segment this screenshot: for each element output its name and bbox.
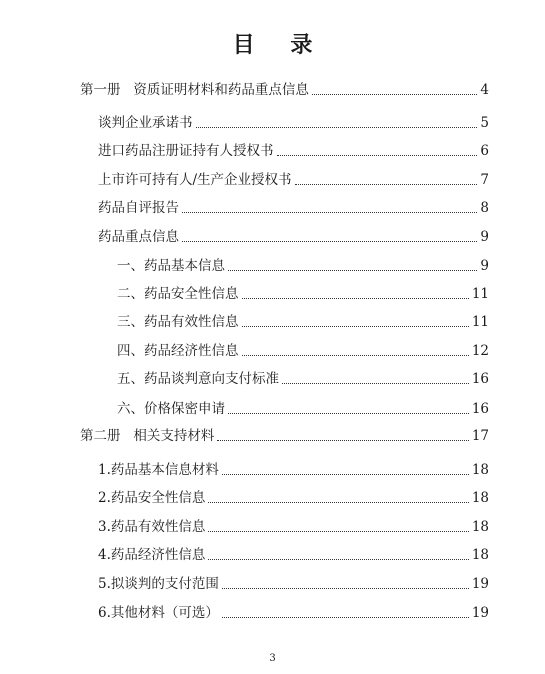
toc-entry-page: 19 — [471, 605, 489, 621]
dot-leader — [222, 474, 469, 475]
toc-entry-label: 六、价格保密申请 — [117, 401, 225, 417]
dot-leader — [208, 559, 468, 560]
dot-leader — [282, 383, 469, 384]
toc-entry-page: 9 — [480, 258, 489, 274]
toc-entry-label: 五、药品谈判意向支付标准 — [117, 371, 279, 387]
toc-entry-label: 药品自评报告 — [98, 200, 179, 216]
toc-entry-label: 药品重点信息 — [98, 229, 179, 245]
dot-leader — [222, 617, 469, 618]
toc-entry[interactable] — [98, 171, 489, 189]
toc-entry[interactable] — [80, 81, 489, 99]
dot-leader — [295, 184, 478, 185]
dot-leader — [242, 326, 469, 327]
dot-leader — [242, 298, 469, 299]
toc-entry-page: 5 — [480, 115, 489, 131]
dot-leader — [196, 127, 478, 128]
toc-entry-page: 4 — [480, 82, 489, 98]
toc-entry-label: 谈判企业承诺书 — [98, 115, 193, 131]
toc-entry-page: 8 — [480, 200, 489, 216]
toc-entry-label: 1.药品基本信息材料 — [98, 462, 219, 478]
toc-entry-page: 18 — [471, 490, 489, 506]
toc-entry-label: 5.拟谈判的支付范围 — [98, 576, 219, 592]
toc-entry-label: 4.药品经济性信息 — [98, 547, 206, 563]
toc-entry-page: 11 — [471, 314, 489, 330]
toc-entry[interactable] — [98, 142, 489, 160]
toc-entry-page: 18 — [471, 462, 489, 478]
toc-entry[interactable] — [98, 489, 489, 507]
dot-leader — [228, 270, 477, 271]
toc-entry-page: 18 — [471, 547, 489, 563]
dot-leader — [208, 502, 468, 503]
toc-entry[interactable] — [117, 257, 489, 275]
page-title: 目 录 — [232, 33, 327, 58]
toc-entry-label: 3.药品有效性信息 — [98, 519, 206, 535]
toc-entry-label: 第二册 相关支持材料 — [80, 428, 215, 444]
toc-entry[interactable] — [98, 575, 489, 593]
toc-entry-label: 第一册 资质证明材料和药品重点信息 — [80, 82, 309, 98]
toc-entry-label: 三、药品有效性信息 — [117, 314, 239, 330]
toc-entry[interactable] — [117, 285, 489, 303]
dot-leader — [277, 155, 478, 156]
toc-entry-label: 一、药品基本信息 — [117, 258, 225, 274]
dot-leader — [312, 94, 478, 95]
toc-entry[interactable] — [98, 114, 489, 132]
dot-leader — [182, 241, 477, 242]
toc-entry[interactable] — [98, 461, 489, 479]
toc-entry[interactable] — [98, 228, 489, 246]
toc-entry-label: 2.药品安全性信息 — [98, 490, 206, 506]
toc-entry-label: 上市许可持有人/生产企业授权书 — [98, 172, 292, 188]
toc-entry[interactable] — [117, 313, 489, 331]
dot-leader — [208, 531, 468, 532]
toc-entry-label: 四、药品经济性信息 — [117, 343, 239, 359]
toc-entry-page: 11 — [471, 286, 489, 302]
toc-entry-page: 7 — [480, 172, 489, 188]
toc-entry[interactable] — [98, 546, 489, 564]
toc-entry-page: 16 — [471, 401, 489, 417]
page-number: 3 — [269, 653, 276, 664]
toc-entry-label: 6.其他材料（可选） — [98, 605, 219, 621]
toc-entry-label: 二、药品安全性信息 — [117, 286, 239, 302]
toc-entry[interactable] — [117, 342, 489, 360]
toc-entry[interactable] — [98, 604, 489, 622]
toc-entry-page: 19 — [471, 576, 489, 592]
toc-entry-page: 6 — [480, 143, 489, 159]
toc-entry-page: 9 — [480, 229, 489, 245]
toc-entry[interactable] — [117, 370, 489, 388]
toc-entry[interactable] — [98, 518, 489, 536]
toc-entry-label: 进口药品注册证持有人授权书 — [98, 143, 274, 159]
toc-entry-page: 18 — [471, 519, 489, 535]
toc-entry[interactable] — [117, 400, 489, 418]
toc-entry-page: 17 — [471, 428, 489, 444]
dot-leader — [217, 440, 468, 441]
toc-entry[interactable] — [98, 199, 489, 217]
dot-leader — [182, 212, 477, 213]
dot-leader — [242, 355, 469, 356]
dot-leader — [222, 588, 469, 589]
toc-entry-page: 12 — [471, 343, 489, 359]
toc-entry-page: 16 — [471, 371, 489, 387]
toc-entry[interactable] — [80, 427, 489, 445]
dot-leader — [228, 413, 469, 414]
